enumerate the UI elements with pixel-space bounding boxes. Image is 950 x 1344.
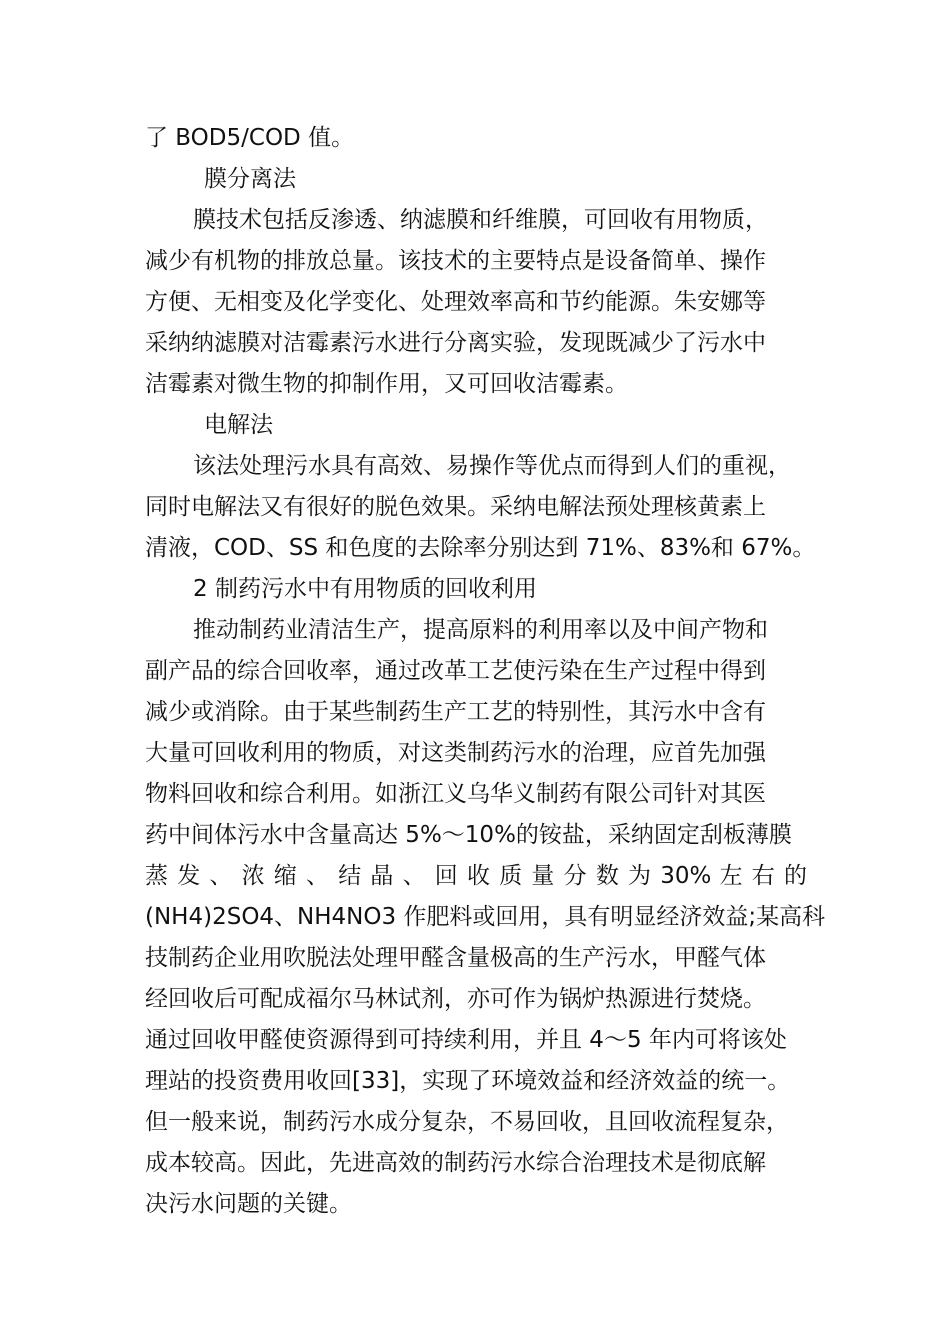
text-line: 技制药企业用吹脱法处理甲醛含量极高的生产污水，甲醛气体 xyxy=(145,945,766,971)
text-line: 洁霉素对微生物的抑制作用，又可回收洁霉素。 xyxy=(145,371,628,397)
text-line: 采纳纳滤膜对洁霉素污水进行分离实验，发现既减少了污水中 xyxy=(145,330,766,356)
text-line: 物料回收和综合利用。如浙江义乌华义制药有限公司针对其医 xyxy=(145,781,766,807)
section-heading: 电解法 xyxy=(204,412,273,438)
text-line: 但一般来说，制药污水成分复杂，不易回收，且回收流程复杂， xyxy=(145,1109,789,1135)
text-line: (NH4)2SO4、NH4NO3 作肥料或回用，具有明显经济效益;某高科 xyxy=(145,904,826,930)
text-line: 同时电解法又有很好的脱色效果。采纳电解法预处理核黄素上 xyxy=(145,494,766,520)
text-line: 蒸 发 、 浓 缩 、 结 晶 、 回 收 质 量 分 数 为 30% 左 右 的 xyxy=(145,863,807,889)
text-line: 经回收后可配成福尔马林试剂，亦可作为锅炉热源进行焚烧。 xyxy=(145,986,766,1012)
text-line: 膜技术包括反渗透、纳滤膜和纤维膜，可回收有用物质， xyxy=(193,207,768,233)
text-line: 成本较高。因此，先进高效的制药污水综合治理技术是彻底解 xyxy=(145,1150,766,1176)
text-line: 推动制药业清洁生产，提高原料的利用率以及中间产物和 xyxy=(193,617,768,643)
text-line: 理站的投资费用收回[33]，实现了环境效益和经济效益的统一。 xyxy=(145,1068,791,1094)
text-line: 减少有机物的排放总量。该技术的主要特点是设备简单、操作 xyxy=(145,248,766,274)
text-line: 药中间体污水中含量高达 5%～10%的铵盐，采纳固定刮板薄膜 xyxy=(145,822,792,848)
text-line: 副产品的综合回收率，通过改革工艺使污染在生产过程中得到 xyxy=(145,658,766,684)
text-line: 方便、无相变及化学变化、处理效率高和节约能源。朱安娜等 xyxy=(145,289,766,315)
text-line: 大量可回收利用的物质，对这类制药污水的治理，应首先加强 xyxy=(145,740,766,766)
text-line: 通过回收甲醛使资源得到可持续利用，并且 4～5 年内可将该处 xyxy=(145,1027,787,1053)
text-line: 清液，COD、SS 和色度的去除率分别达到 71%、83%和 67%。 xyxy=(145,535,816,561)
text-line: 该法处理污水具有高效、易操作等优点而得到人们的重视， xyxy=(193,453,791,479)
section-heading: 2 制药污水中有用物质的回收利用 xyxy=(193,576,537,602)
section-heading: 膜分离法 xyxy=(204,166,296,192)
text-line: 减少或消除。由于某些制药生产工艺的特别性，其污水中含有 xyxy=(145,699,766,725)
text-line: 了 BOD5/COD 值。 xyxy=(145,125,355,151)
text-line: 决污水问题的关键。 xyxy=(145,1191,352,1217)
